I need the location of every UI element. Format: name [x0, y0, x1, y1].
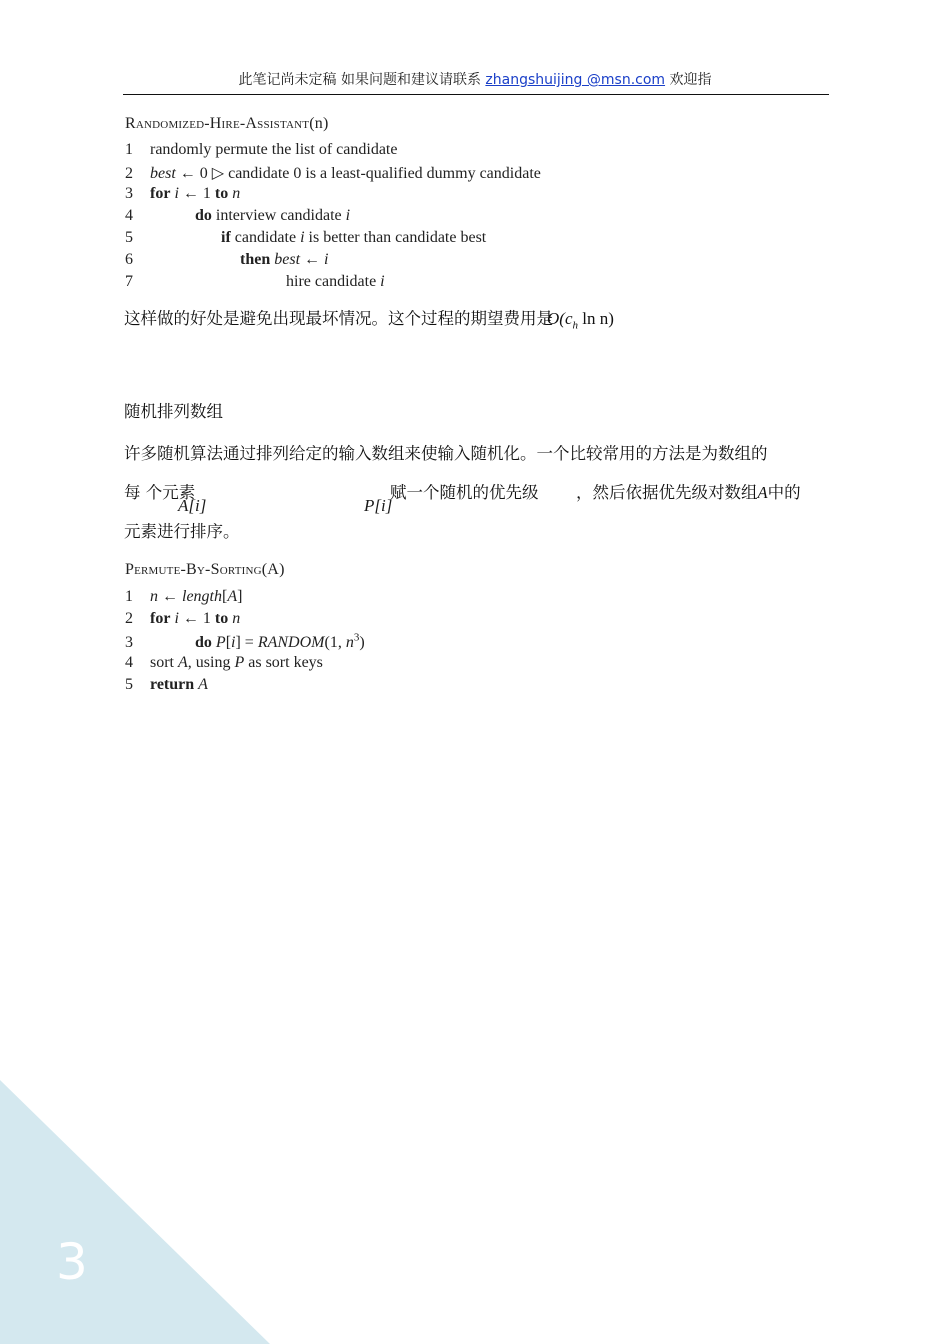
code-line: 7 hire candidate i	[125, 273, 385, 290]
header-text: 此笔记尚未定稿 如果问题和建议请联系	[238, 72, 486, 88]
para2-line3: 元素进行排序。	[124, 522, 240, 541]
code-text: n ← length[A]	[150, 588, 243, 605]
code-line: 4 do interview candidate i	[125, 207, 351, 224]
algo1-arg: (n)	[309, 115, 329, 132]
page-header	[0, 69, 950, 89]
para2-line2-b: 赋一个随机的优先级	[390, 483, 539, 502]
code-line: 2 for i ← 1 to n	[125, 610, 241, 627]
header-text-tail: 欢迎指	[665, 72, 712, 88]
code-text: then best ← i	[240, 251, 329, 268]
code-text: do P[i] = RANDOM(1, $n^3$)	[195, 632, 365, 652]
code-text: sort A, using P as sort keys	[150, 654, 323, 671]
code-text: do interview candidate i	[195, 207, 351, 224]
header-rule	[123, 94, 829, 95]
algo2-title: Permute-By-Sorting(A)	[125, 561, 285, 578]
code-line: 1 n ← length[A]	[125, 588, 243, 605]
code-line: 2 best ← 0 ▷ candidate 0 is a least-qualified dummy candidate	[125, 165, 541, 182]
code-line: 1 randomly permute the list of candidate	[125, 141, 398, 158]
code-text: return A	[150, 676, 208, 693]
code-line: 3 do P[i] = RANDOM(1, $n^3$)	[125, 632, 365, 652]
code-line: 3 for i ← 1 to n	[125, 185, 241, 202]
code-line: 6 then best ← i	[125, 251, 329, 268]
cost-formula: $O(c_h$ ln n)	[547, 309, 614, 332]
code-text: for i ← 1 to n	[150, 185, 241, 202]
code-line: 5 if candidate i is better than candidate best	[125, 229, 487, 246]
para2-line2-c: ，然后依据优先级对数组A中的	[576, 483, 801, 502]
algo2-arg: (A)	[261, 561, 285, 578]
float-a-i: A[i]	[178, 496, 207, 515]
algo1-title: Randomized-Hire-Assistant(n)	[125, 115, 329, 132]
code-line: 4 sort A, using P as sort keys	[125, 654, 323, 671]
code-text: if candidate i is better than candidate best	[221, 229, 487, 246]
page-number: 3	[56, 1233, 88, 1291]
corner-decoration	[0, 1080, 270, 1344]
expected-cost-paragraph: 这样做的好处是避免出现最坏情况。这个过程的期望费用是$O(c_h$ ln n)	[124, 309, 614, 332]
code-line: 5 return A	[125, 676, 208, 693]
float-p-i: P[i]	[364, 496, 393, 515]
section-heading: 随机排列数组	[124, 402, 223, 421]
code-text: best ← 0 ▷ candidate 0 is a least-qualified dummy candidate	[150, 165, 541, 182]
array-a: A	[757, 483, 768, 502]
para2-line2-a: 每 个元素	[124, 483, 196, 502]
email-link[interactable]: zhangshuijing @msn.com	[485, 72, 666, 88]
code-text: for i ← 1 to n	[150, 610, 241, 627]
para2-line1: 许多随机算法通过排列给定的输入数组来使输入随机化。一个比较常用的方法是为数组的	[124, 444, 768, 463]
code-text: hire candidate i	[286, 273, 385, 290]
